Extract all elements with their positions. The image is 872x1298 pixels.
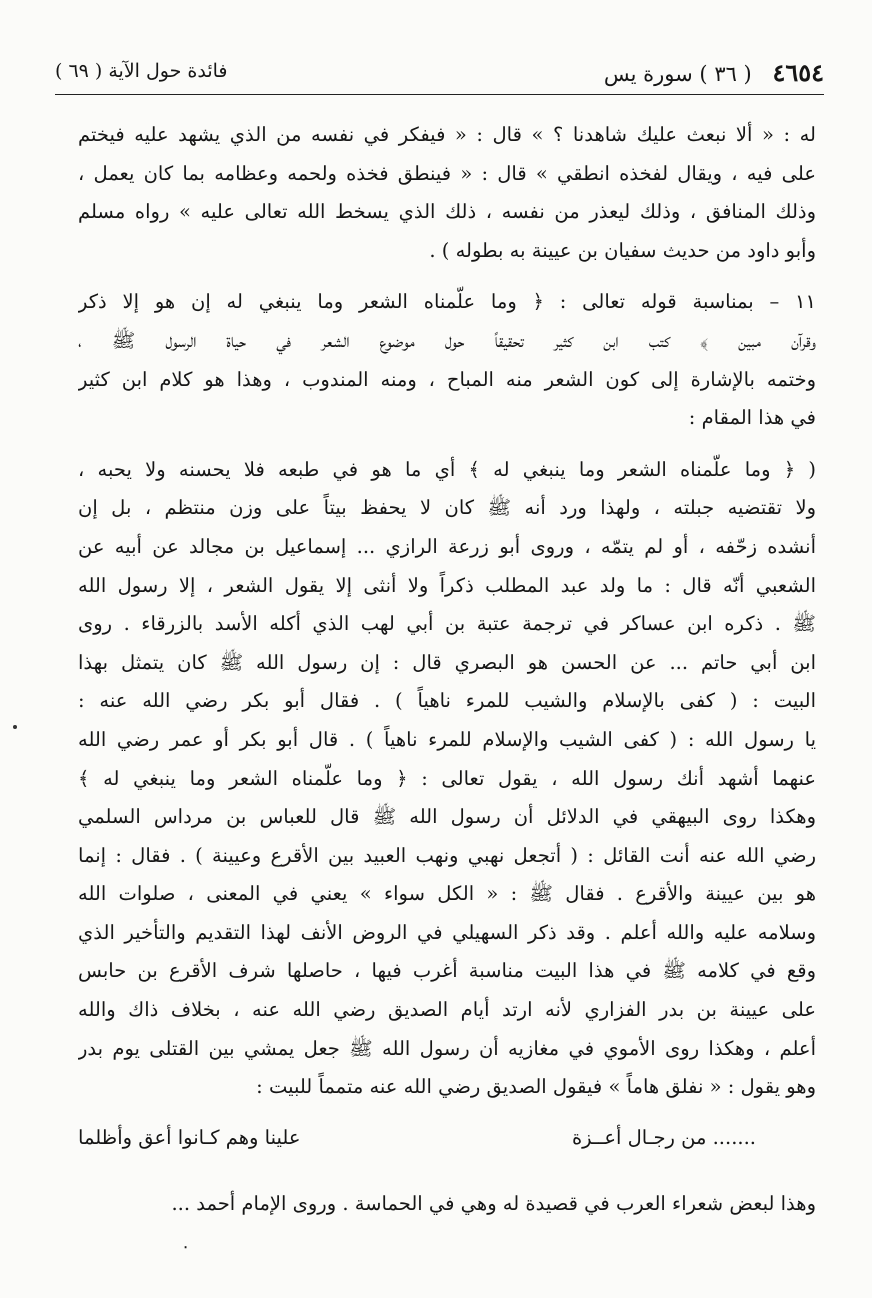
text-line: وذلك المنافق ، وذلك ليعذر من نفسه ، ذلك الذي يسخط الله تعالى عليه » رواه مسلم [78,200,816,224]
text-line: يا رسول الله : ( كفى الشيب والإسلام للمرء ناهياً ) . قال أبو بكر أو عمر رضي الله [78,727,816,751]
text-line: هو بين عيينة والأقرع . فقال ﷺ : « الكل سواء » يعني في المعنى ، صلوات الله [78,882,816,906]
text-line: الشعبي أنّه قال : ما ولد عبد المطلب ذكراً ولا أنثى إلا يقول الشعر ، إلا رسول الله [78,573,816,597]
text-line: في هذا المقام : [688,406,816,430]
text-line: وسلامه عليه والله أعلم . وقد ذكر السهيلي في الروض الأنف لهذا التقديم والتأخير الذي [78,920,816,944]
paragraph-1 [78,116,816,270]
poetry-verse [78,1119,816,1163]
text-line: البيت : ( كفى بالإسلام والشيب للمرء ناهياً ) . فقال أبو بكر رضي الله عنه : [78,689,816,713]
margin-dot [13,725,17,729]
verse-second-hemistich: علينا وهم كـانوا أعق وأظلما [78,1125,301,1149]
text-line: أعلم ، وهكذا روى الأموي في مغازيه أن رسول الله ﷺ جعل يمشي بين القتلى يوم بدر [78,1036,816,1060]
text-line: على عيينة بن بدر الفزاري لأنه ارتد أيام الصديق رضي الله عنه ، بخلاف ذاك والله [78,998,816,1022]
text-line: له : « ألا نبعث عليك شاهدنا ؟ » قال : « فيفكر في نفسه من الذي يشهد عليه فيختم [78,123,816,146]
text-line: عنهما أشهد أنك رسول الله ، يقول تعالى : ﴿ وما علّمناه الشعر وما ينبغي له ﴾ [78,766,816,790]
text-line: وهذا لبعض شعراء العرب في قصيدة له وهي في الحماسة . وروى الإمام أحمد ... [171,1191,816,1215]
closing-paragraph [78,1185,816,1224]
text-line: ولا تقتضيه جبلته ، ولهذا ورد أنه ﷺ كان لا يحفظ بيتاً على وزن منتظم ، بل إن [78,496,816,520]
text-line: ﷺ . ذكره ابن عساكر في ترجمة عتبة بن أبي لهب الذي أكله الأسد بالزرقاء . روى [78,612,816,636]
text-line: وختمه بالإشارة إلى كون الشعر منه المباح ، ومنه المندوب ، وهذا هو كلام ابن كثير [78,367,816,391]
text-line: ( ﴿ وما علّمناه الشعر وما ينبغي له ﴾ أي ما هو في طبعه فلا يحسنه ولا يحبه ، [78,457,816,481]
text-line: وهكذا روى البيهقي في الدلائل أن رسول الله ﷺ قال للعباس بن مرداس السلمي [78,805,816,829]
text-line: وقع في كلامه ﷺ في هذا البيت مناسبة أغرب فيها ، حاصلها شرف الأقرع بن حابس [78,959,816,983]
print-mark: ٠ [181,1237,191,1257]
verse-first-hemistich: ....... من رجـال أعــزة [571,1125,756,1149]
paragraph-3 [78,451,816,1163]
text-line: وهو يقول : « نفلق هاماً » فيقول الصديق رضي الله عنه متمماً للبيت : [256,1075,816,1099]
page-number: ٤٦٥٤ [772,58,824,87]
text-line: ١١ – بمناسبة قوله تعالى : ﴿ وما علّمناه الشعر وما ينبغي له إن هو إلا ذكر [78,290,816,314]
text-line: ابن أبي حاتم ... عن الحسن هو البصري قال : إن رسول الله ﷺ كان يتمثل بهذا [78,650,816,674]
text-line: وقرآن مبين ﴾ كتب ابن كثير تحقيقاً حول موضوع الشعر في حياة الرسول ﷺ ، [78,328,816,352]
surah-title: ( ٣٦ ) سورة يس [603,62,752,86]
section-title: فائدة حول الآية ( ٦٩ ) [55,60,228,82]
text-line: وأبو داود من حديث سفيان بن عيينة به بطوله ) . [429,238,816,262]
text-line: على فيه ، ويقال لفخذه انطقي » قال : « فينطق فخذه ولحمه وعظامه بما كان يعمل ، [78,161,816,185]
page-header [55,52,824,95]
text-line: رضي الله عنه أنت القائل : ( أتجعل نهبي ونهب العبيد بين الأقرع وعيينة ) . فقال : إنما [78,843,816,867]
text-line: أنشده زحّفه ، أو لم يتمّه ، وروى أبو زرعة الرازي ... إسماعيل بن مجالد عن أبيه عن [78,534,816,558]
header-surah-info [604,58,824,87]
page-body [78,116,816,1223]
paragraph-2 [78,283,816,437]
